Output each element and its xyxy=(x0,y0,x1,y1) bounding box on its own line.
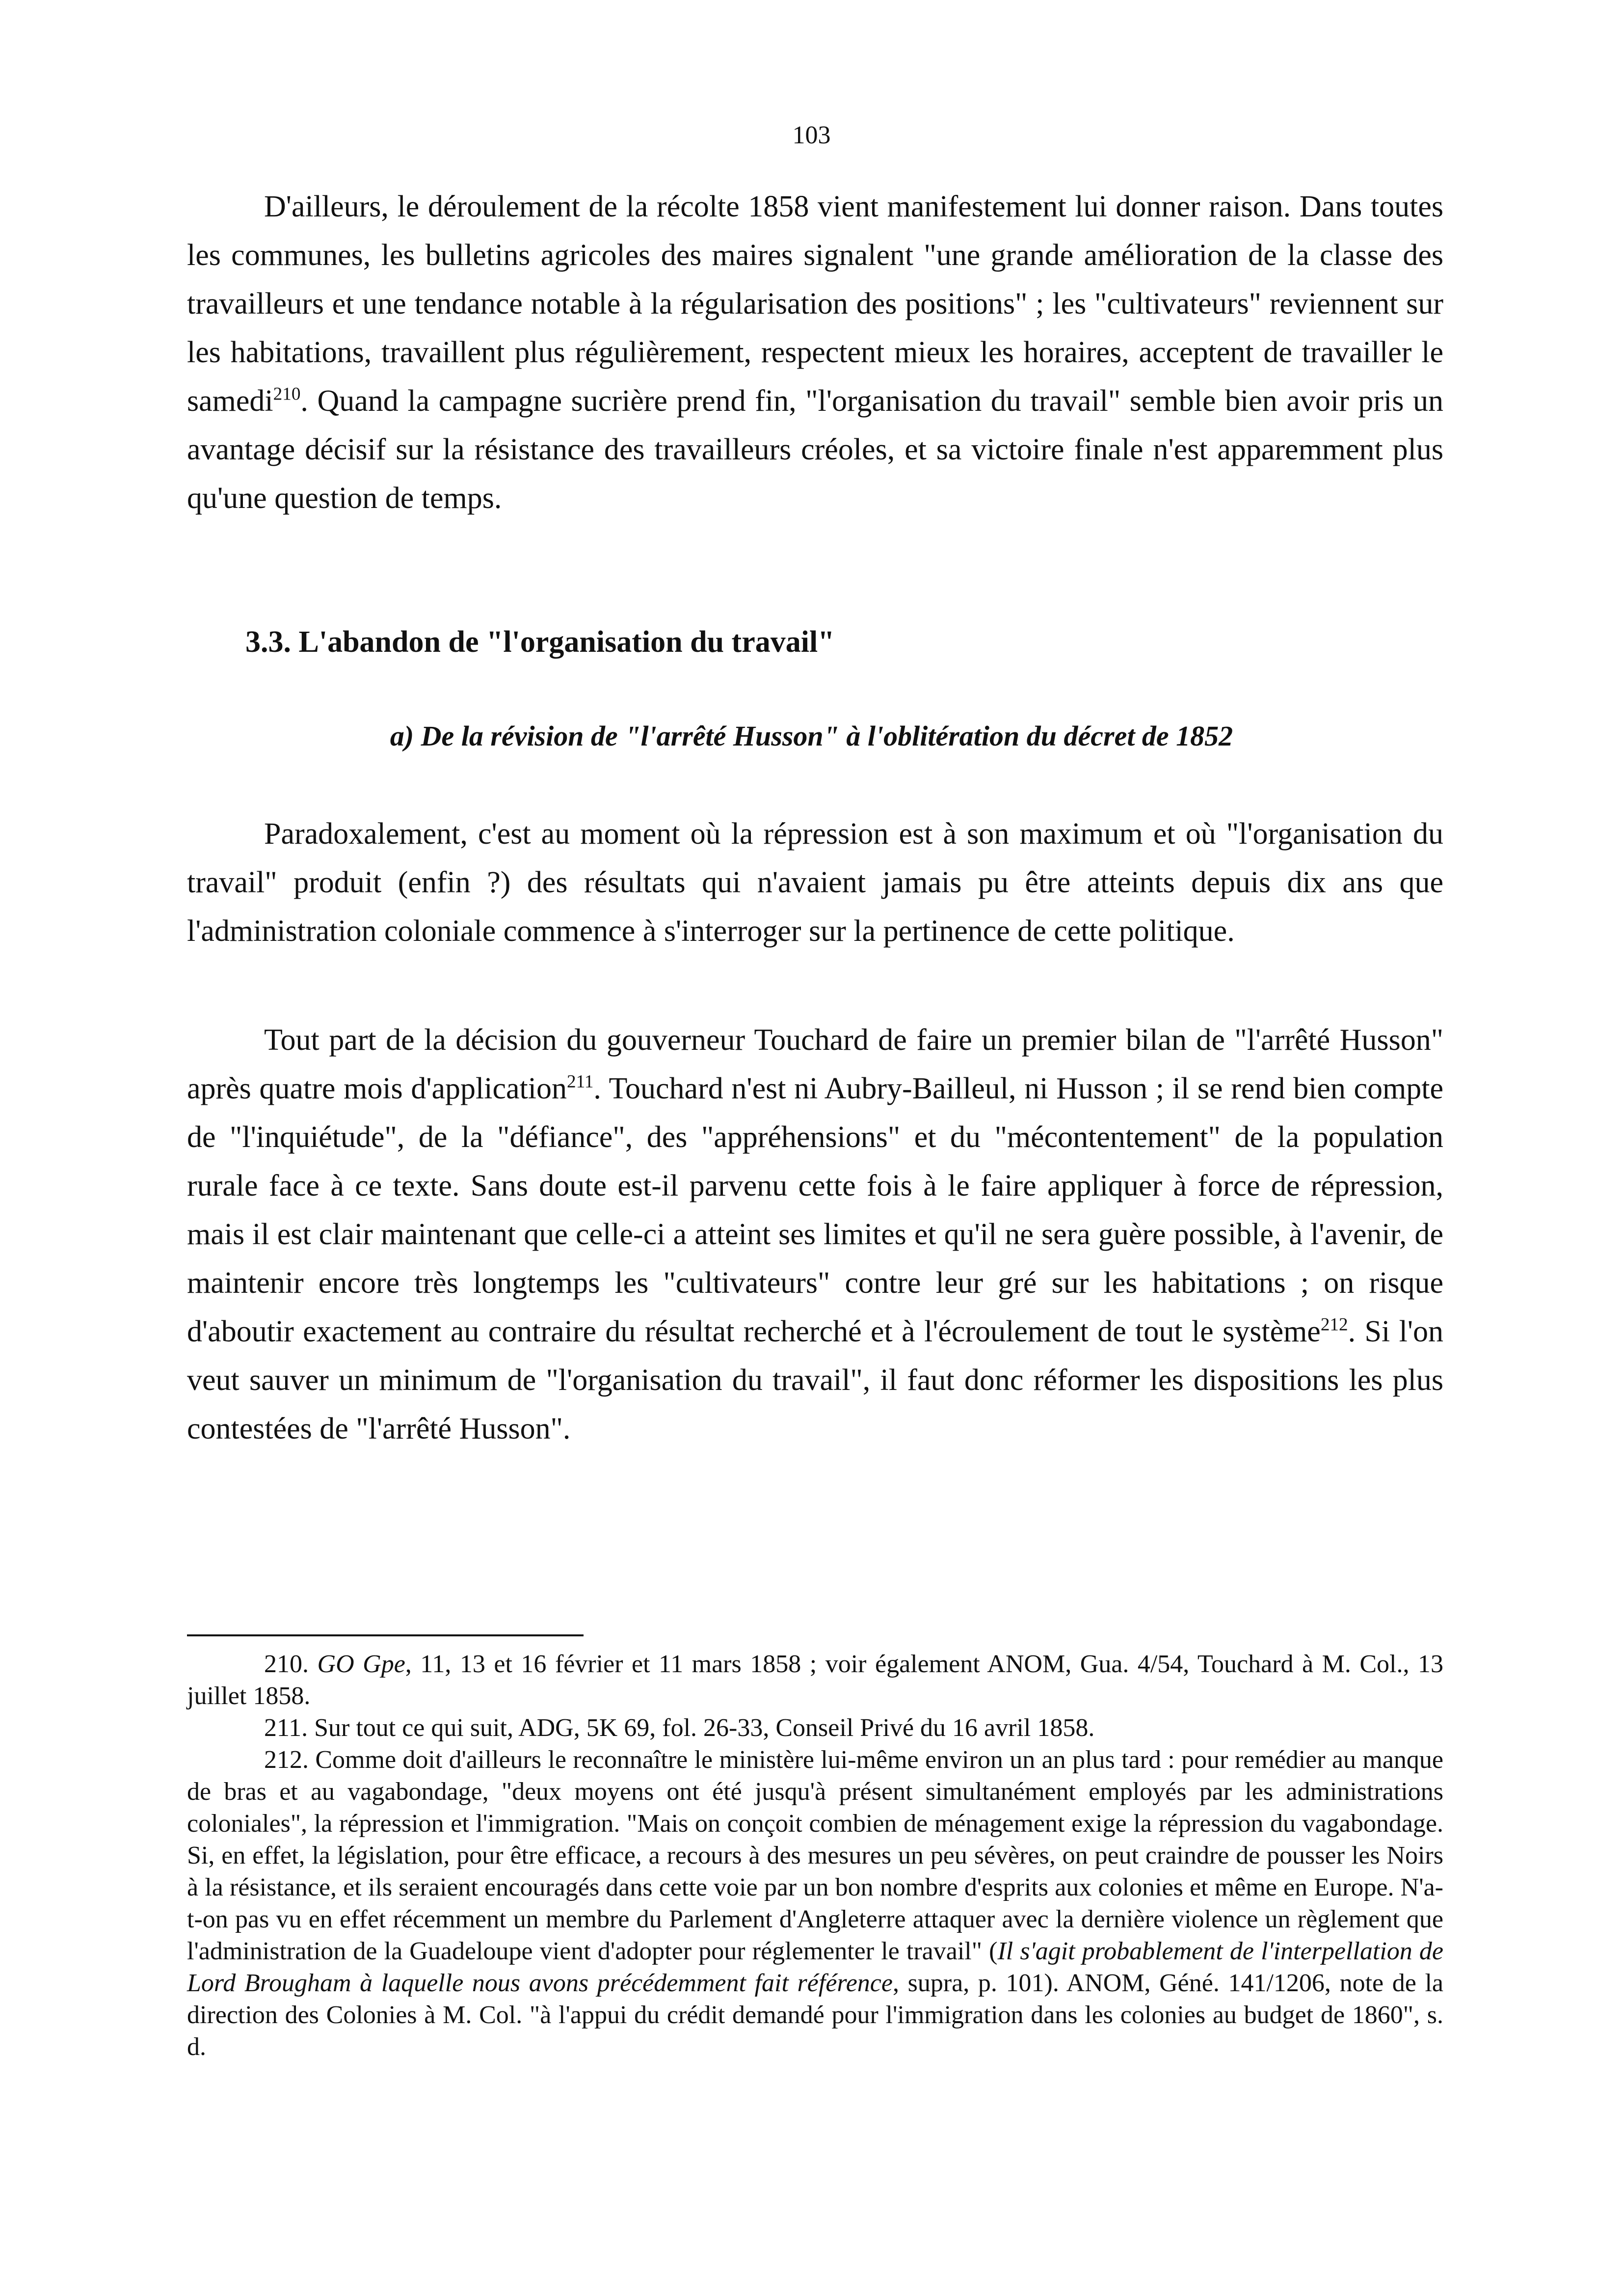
paragraph-text: D'ailleurs, le déroulement de la récolte 1858 vient manifestement lui donner raison. Dans toutes les communes, les bulletins agricoles des maires signalent "une grande amélioration de la classe des travailleurs et une tendance notable à la régularisation des positions" ; les "cultivateurs" reviennent sur les habitations, travaillent plus régulièrement, respectent mieux les horaires, acceptent de travailler le samedi xyxy=(187,190,1443,418)
footnote-reference[interactable]: 212 xyxy=(1320,1314,1348,1335)
paragraph-text: . Touchard n'est ni Aubry-Bailleul, ni Husson ; il se rend bien compte de "l'inquiétude", de la "défiance", des "appréhensions" et du "mécontentement" de la population rurale face à ce texte. Sans doute est-il parvenu cette fois à le faire appliquer à force de répression, mais il est clair maintenant que celle-ci a atteint ses limites et qu'il ne sera guère possible, à l'avenir, de maintenir encore très longtemps les "cultivateurs" contre leur gré sur les habitations ; on risque d'aboutir exactement au contraire du résultat recherché et à l'écroulement de tout le système xyxy=(187,1072,1444,1348)
footnote-text: Comme doit d'ailleurs le reconnaître le ministère lui-même environ un an plus tard : pour remédier au manque de bras et au vagabondage, "deux moyens ont été jusqu'à présent simultanément employés par les administrations coloniales", la répression et l'immigration. "Mais on conçoit combien de ménagement exige la répression du vagabondage. Si, en effet, la législation, pour être efficace, a recours à des mesures un peu sévères, on peut craindre de pousser les Noirs à la résistance, et ils seraient encouragés dans cette voie par un bon nombre d'esprits aux colonies et même en Europe. N'a-t-on pas vu en effet récemment un membre du Parlement d'Angleterre attaquer avec la dernière violence un règlement que l'administration de la Guadeloupe vient d'adopter pour réglementer le travail" ( xyxy=(187,1746,1443,1965)
footnote-211 xyxy=(187,1712,1443,1744)
body-paragraph xyxy=(187,183,1443,523)
paragraph-text: Tout part de la décision du gouverneur Touchard de faire un premier bilan de "l'arrêté Husson" après quatre mois d'application xyxy=(187,1023,1443,1105)
footnote-number: 211. xyxy=(264,1714,315,1742)
footnote-italic-text: Il s'agit probablement de l'interpellation de Lord Brougham à laquelle nous avons précédemment fait référence xyxy=(187,1937,1443,1997)
footnote-reference[interactable]: 211 xyxy=(567,1071,594,1092)
footnote-210 xyxy=(187,1648,1443,1712)
footnotes xyxy=(187,1648,1443,2063)
section-heading: 3.3. L'abandon de "l'organisation du travail" xyxy=(245,625,835,659)
footnote-number: 212. xyxy=(264,1746,316,1774)
footnote-text: , supra, p. 101). ANOM, Géné. 141/1206, note de la direction des Colonies à M. Col. "à l'appui du crédit demandé pour l'immigration dans les colonies au budget de 1860", s. d. xyxy=(187,1969,1443,2061)
footnote-reference[interactable]: 210 xyxy=(273,384,301,404)
footnote-number: 210. xyxy=(264,1650,318,1678)
footnote-text: , 11, 13 et 16 février et 11 mars 1858 ; voir également ANOM, Gua. 4/54, Touchard à M. Col., 13 juillet 1858. xyxy=(187,1650,1443,1710)
page-number: 103 xyxy=(792,121,831,149)
footnote-separator xyxy=(187,1634,584,1636)
paragraph-text: Paradoxalement, c'est au moment où la répression est à son maximum et où "l'organisation du travail" produit (enfin ?) des résultats qui n'avaient jamais pu être atteints depuis dix ans que l'administration coloniale commence à s'interroger sur la pertinence de cette politique. xyxy=(187,817,1443,948)
paragraph-text: . Si l'on veut sauver un minimum de "l'organisation du travail", il faut donc réformer les dispositions les plus contestées de "l'arrêté Husson". xyxy=(187,1315,1443,1445)
paragraph-text: . Quand la campagne sucrière prend fin, "l'organisation du travail" semble bien avoir pris un avantage décisif sur la résistance des travailleurs créoles, et sa victoire finale n'est apparemment plus qu'une question de temps. xyxy=(187,384,1443,515)
footnote-italic-text: GO Gpe xyxy=(317,1650,405,1678)
body-paragraph xyxy=(187,810,1443,956)
body-paragraph xyxy=(187,1016,1443,1453)
footnote-212 xyxy=(187,1744,1443,2063)
subsection-heading: a) De la révision de "l'arrêté Husson" à l'oblitération du décret de 1852 xyxy=(390,720,1233,752)
footnote-text: Sur tout ce qui suit, ADG, 5K 69, fol. 26-33, Conseil Privé du 16 avril 1858. xyxy=(314,1714,1095,1742)
